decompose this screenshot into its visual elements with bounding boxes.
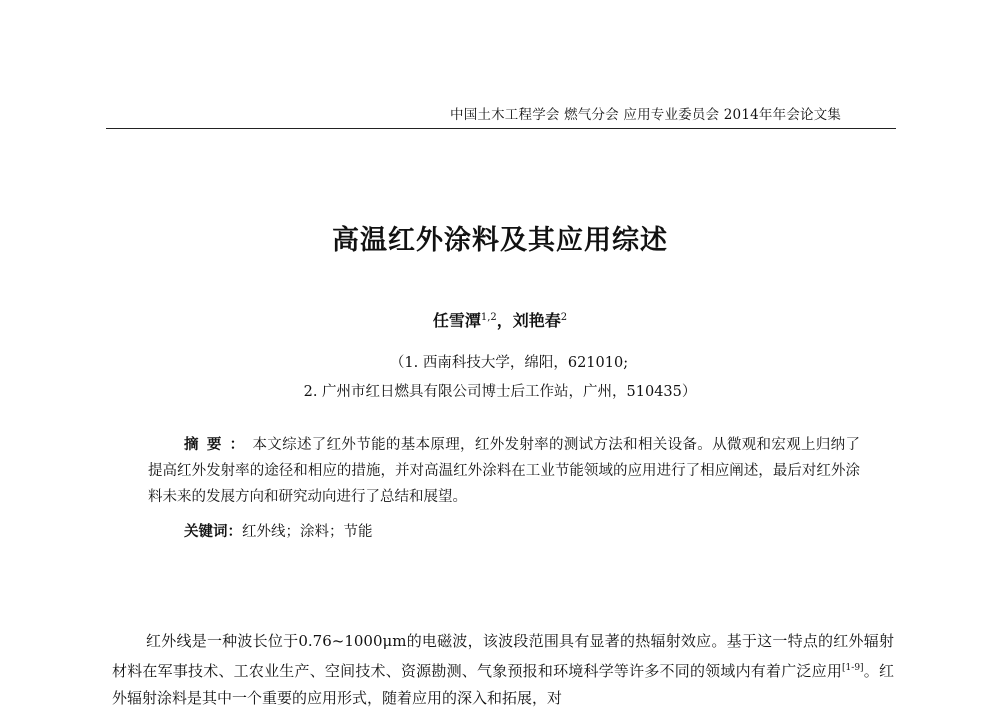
body-paragraph — [112, 628, 894, 712]
citation: [1-9] — [842, 663, 864, 673]
body-text: 红外线是一种波长位于0.76~1000μm的电磁波，该波段范围具有显著的热辐射效应。基于这一特点的红外辐射材料在军事技术、工农业生产、空间技术、资源勘测、气象预报和环境科学等许多不同的领域内有着广泛应用 — [112, 632, 894, 680]
author-name: 刘艳春 — [512, 311, 561, 330]
paper-title: 高温红外涂料及其应用综述 — [332, 225, 668, 256]
author-line — [0, 308, 1000, 331]
abstract — [148, 432, 860, 510]
abstract-label: 摘要： — [184, 437, 253, 453]
affiliation-2: 2. 广州市红日燃具有限公司博士后工作站，广州，510435） — [303, 384, 697, 400]
abstract-text: 本文综述了红外节能的基本原理，红外发射率的测试方法和相关设备。从微观和宏观上归纳了提高红外发射率的途径和相应的措施，并对高温红外涂料在工业节能领域的应用进行了相应阐述，最后对红外涂料未来的发展方向和研究动向进行了总结和展望。 — [148, 437, 861, 505]
keywords-label: 关键词： — [184, 524, 242, 540]
keywords — [184, 520, 373, 541]
author-affiliation-mark: 2 — [560, 312, 568, 323]
affiliation-1: （1. 西南科技大学，绵阳，621010; — [389, 355, 629, 371]
running-header: 中国土木工程学会 燃气分会 应用专业委员会 2014年年会论文集 — [450, 107, 842, 123]
author-name: 任雪潭 — [432, 311, 481, 330]
author-affiliation-mark: 1,2 — [480, 312, 497, 323]
header-rule — [106, 128, 896, 129]
keywords-text: 红外线；涂料；节能 — [242, 524, 373, 540]
body-text-continued: 。红外辐射涂料是其中一个重要的应用形式，随着应用的深入和拓展，对 — [112, 662, 894, 707]
author-separator: ， — [496, 311, 513, 330]
